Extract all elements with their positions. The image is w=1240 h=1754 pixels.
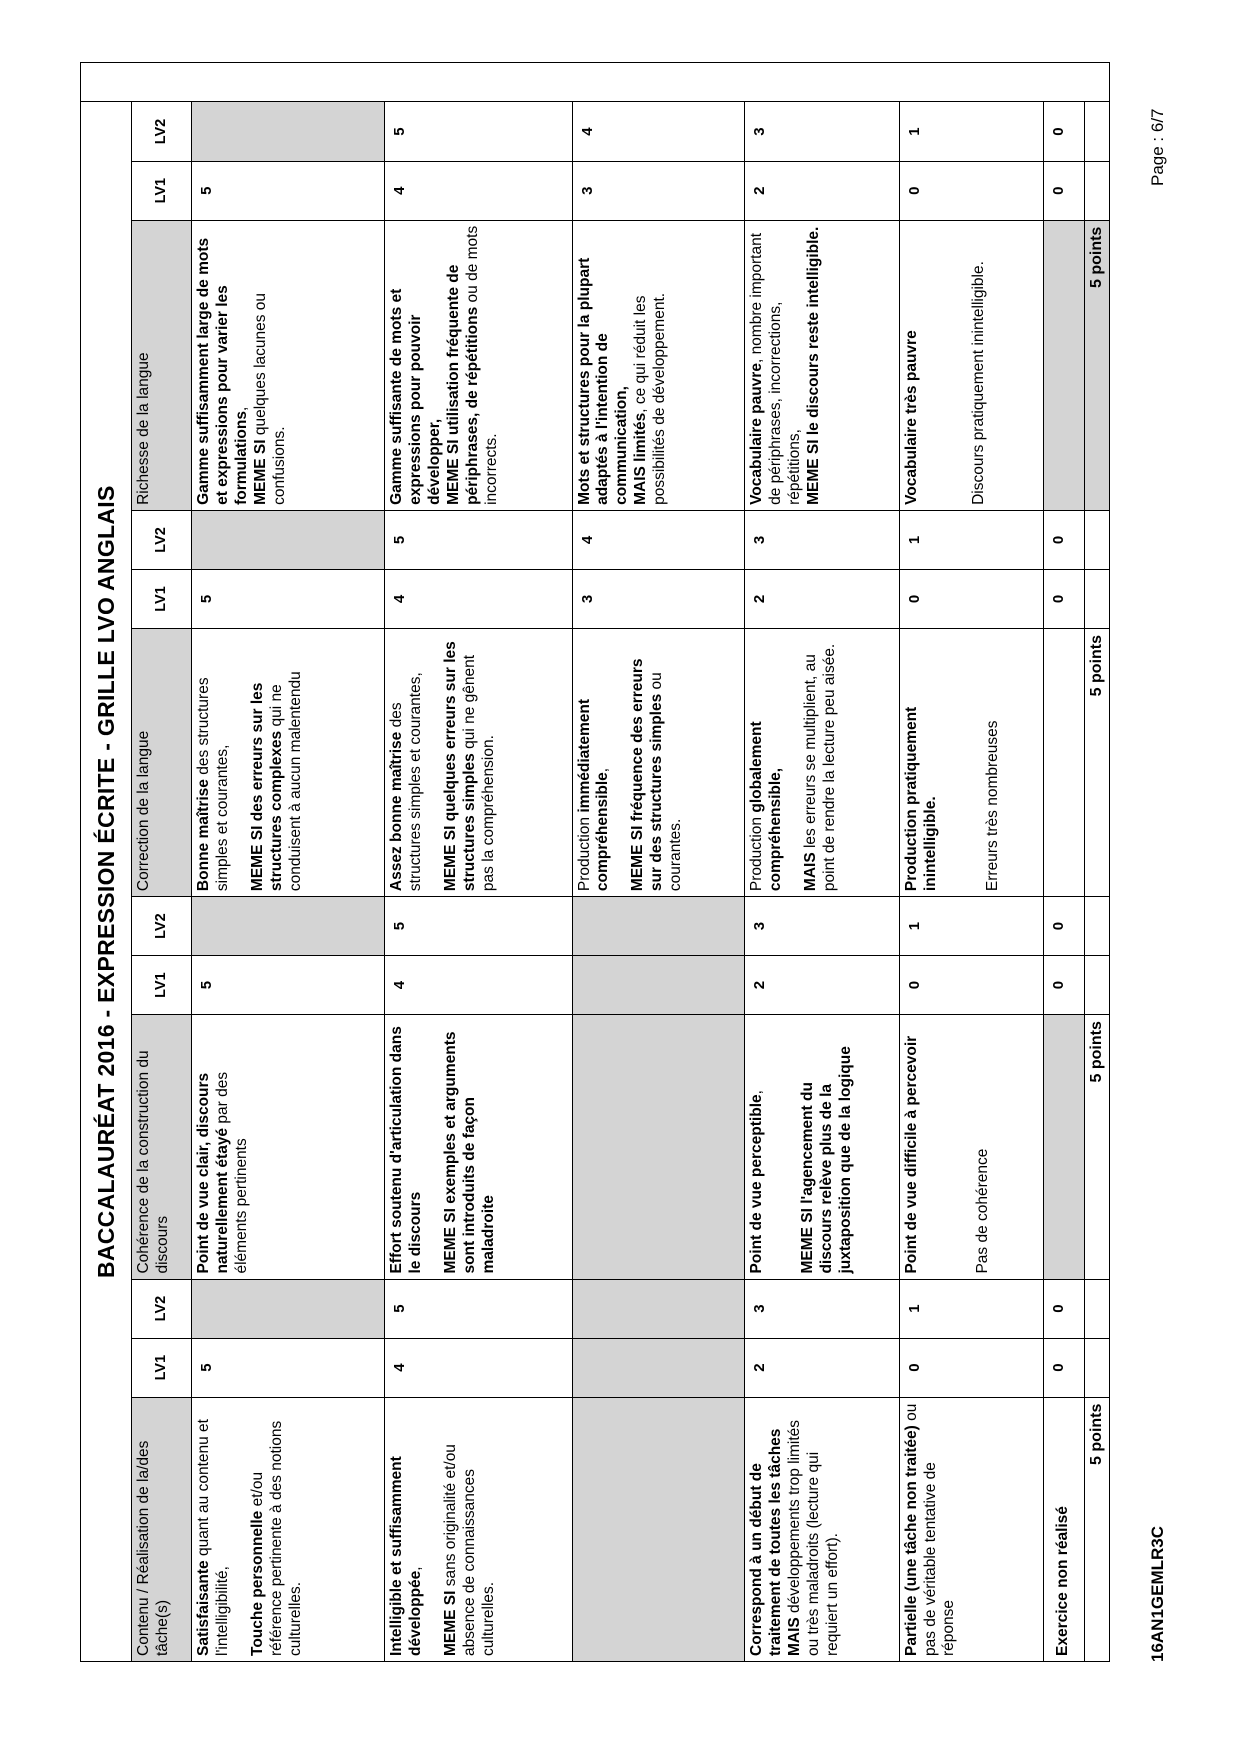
score-lv1: 4 xyxy=(385,161,572,220)
cell-correction: Production immédiatement compréhensible, MEME SI fréquence des erreurs sur des structures simples ou courantes. xyxy=(572,628,745,896)
points-correction: 5 points xyxy=(1084,628,1109,896)
score-lv2 xyxy=(192,897,385,956)
cell-contenu-empty xyxy=(572,1397,745,1661)
score-lv2: 4 xyxy=(572,102,745,161)
cell-contenu: Exercice non réalisé xyxy=(1043,1397,1084,1661)
score-lv2 xyxy=(192,1279,385,1338)
score-lv1: 3 xyxy=(572,569,745,628)
score-lv2: 0 xyxy=(1043,102,1084,161)
points-row xyxy=(1084,63,1109,1662)
cell-contenu: Correspond à un début de traitement de toutes les tâches MAIS développements trop limités ou très maladroits (lecture qui requiert un effort). xyxy=(745,1397,899,1661)
score-lv1: 5 xyxy=(192,1338,385,1397)
header-row xyxy=(132,63,192,1662)
cell-correction: Assez bonne maîtrise des structures simples et courantes, MEME SI quelques erreurs sur les structures simples qui ne gênent pas la compréhension. xyxy=(385,628,572,896)
header-lv2: LV2 xyxy=(132,1279,192,1338)
score-lv2: 4 xyxy=(572,510,745,569)
score-lv2: 5 xyxy=(385,1279,572,1338)
right-margin-cell xyxy=(81,63,1110,102)
points-coherence: 5 points xyxy=(1084,1015,1109,1279)
score-lv1: 5 xyxy=(192,569,385,628)
score-lv2-empty xyxy=(572,897,745,956)
cell-contenu: Intelligible et suffisamment développée, MEME SI sans originalité et/ou absence de connaissances culturelles. xyxy=(385,1397,572,1661)
header-lv1: LV1 xyxy=(132,956,192,1015)
header-lv2: LV2 xyxy=(132,897,192,956)
score-lv2: 0 xyxy=(1043,897,1084,956)
score-lv2: 1 xyxy=(899,510,1043,569)
cell-contenu: Satisfaisante quant au contenu et l'intelligibilité, Touche personnelle et/ou référence pertinente à des notions culturelles. xyxy=(192,1397,385,1661)
table-row xyxy=(1043,63,1084,1662)
score-lv2: 3 xyxy=(745,897,899,956)
score-lv2: 1 xyxy=(899,897,1043,956)
score-lv1: 3 xyxy=(572,161,745,220)
score-lv1: 0 xyxy=(899,956,1043,1015)
rotated-grading-sheet xyxy=(80,62,1110,1662)
cell-correction-empty xyxy=(1043,628,1084,896)
score-lv2: 0 xyxy=(1043,1279,1084,1338)
header-contenu: Contenu / Réalisation de la/des tâche(s) xyxy=(132,1397,192,1661)
score-lv2: 1 xyxy=(899,1279,1043,1338)
table-row xyxy=(192,63,385,1662)
cell-richesse: Vocabulaire pauvre, nombre important de périphrases, incorrections, répétitions, MEME SI le discours reste intelligible. xyxy=(745,220,899,510)
score-lv2 xyxy=(192,510,385,569)
points-spacer xyxy=(1084,510,1109,569)
table-row xyxy=(385,63,572,1662)
score-lv2: 1 xyxy=(899,102,1043,161)
cell-coherence: Point de vue perceptible, MEME SI l'agencement du discours relève plus de la juxtaposition que de la logique xyxy=(745,1015,899,1279)
cell-correction: Production pratiquement inintelligible. Erreurs très nombreuses xyxy=(899,628,1043,896)
score-lv1: 0 xyxy=(1043,956,1084,1015)
score-lv1: 0 xyxy=(1043,1338,1084,1397)
score-lv2: 5 xyxy=(385,102,572,161)
table-row xyxy=(572,63,745,1662)
score-lv2: 5 xyxy=(385,510,572,569)
cell-coherence: Point de vue clair, discours naturellement étayé par des éléments pertinents xyxy=(192,1015,385,1279)
score-lv2: 3 xyxy=(745,510,899,569)
grid-title: BACCALAURÉAT 2016 - EXPRESSION ÉCRITE - GRILLE LVO ANGLAIS xyxy=(81,102,132,1662)
score-lv1: 0 xyxy=(899,161,1043,220)
score-lv2-empty xyxy=(572,1279,745,1338)
score-lv1: 2 xyxy=(745,161,899,220)
score-lv1-empty xyxy=(572,956,745,1015)
score-lv1: 0 xyxy=(1043,161,1084,220)
cell-coherence: Point de vue difficile à percevoir Pas de cohérence xyxy=(899,1015,1043,1279)
header-lv1: LV1 xyxy=(132,569,192,628)
score-lv1: 5 xyxy=(192,161,385,220)
points-spacer xyxy=(1084,161,1109,220)
points-spacer xyxy=(1084,1338,1109,1397)
score-lv2: 0 xyxy=(1043,510,1084,569)
score-lv1-empty xyxy=(572,1338,745,1397)
points-contenu: 5 points xyxy=(1084,1397,1109,1661)
cell-coherence-empty xyxy=(572,1015,745,1279)
score-lv2: 5 xyxy=(385,897,572,956)
points-spacer xyxy=(1084,102,1109,161)
cell-coherence-empty xyxy=(1043,1015,1084,1279)
cell-correction: Production globalement compréhensible, MAIS les erreurs se multiplient, au point de rendre la lecture peu aisée. xyxy=(745,628,899,896)
header-lv1: LV1 xyxy=(132,1338,192,1397)
score-lv2: 3 xyxy=(745,102,899,161)
header-correction: Correction de la langue xyxy=(132,628,192,896)
points-spacer xyxy=(1084,956,1109,1015)
header-richesse: Richesse de la langue xyxy=(132,220,192,510)
score-lv1: 2 xyxy=(745,569,899,628)
cell-coherence: Effort soutenu d'articulation dans le discours MEME SI exemples et arguments sont introduits de façon maladroite xyxy=(385,1015,572,1279)
cell-contenu: Partielle (une tâche non traitée) ou pas de véritable tentative de réponse xyxy=(899,1397,1043,1661)
header-coherence: Cohérence de la construction du discours xyxy=(132,1015,192,1279)
header-lv1: LV1 xyxy=(132,161,192,220)
cell-richesse: Gamme suffisante de mots et expressions pour pouvoir développer, MEME SI utilisation fréquente de périphrases, de répétitions ou de mots incorrects. xyxy=(385,220,572,510)
score-lv1: 5 xyxy=(192,956,385,1015)
score-lv1: 2 xyxy=(745,956,899,1015)
score-lv1: 0 xyxy=(899,569,1043,628)
points-spacer xyxy=(1084,1279,1109,1338)
header-lv2: LV2 xyxy=(132,102,192,161)
grading-grid xyxy=(80,62,1110,1662)
page-number: Page : 6/7 xyxy=(1148,108,1167,186)
table-row xyxy=(899,63,1043,1662)
score-lv2: 3 xyxy=(745,1279,899,1338)
score-lv1: 4 xyxy=(385,569,572,628)
score-lv1: 2 xyxy=(745,1338,899,1397)
cell-richesse: Vocabulaire très pauvre Discours pratiquement inintelligible. xyxy=(899,220,1043,510)
points-richesse: 5 points xyxy=(1084,220,1109,510)
score-lv1: 4 xyxy=(385,956,572,1015)
score-lv1: 4 xyxy=(385,1338,572,1397)
document-code: 16AN1GEMLR3C xyxy=(1148,1525,1167,1662)
score-lv2 xyxy=(192,102,385,161)
points-spacer xyxy=(1084,569,1109,628)
points-spacer xyxy=(1084,897,1109,956)
score-lv1: 0 xyxy=(899,1338,1043,1397)
cell-correction: Bonne maîtrise des structures simples et courantes, MEME SI des erreurs sur les structures complexes qui ne conduisent à aucun malentendu xyxy=(192,628,385,896)
cell-richesse: Gamme suffisamment large de mots et expressions pour varier les formulations, MEME SI quelques lacunes ou confusions. xyxy=(192,220,385,510)
cell-richesse-empty xyxy=(1043,220,1084,510)
cell-richesse: Mots et structures pour la plupart adaptés à l'intention de communication, MAIS limités, ce qui réduit les possibilités de développement. xyxy=(572,220,745,510)
header-lv2: LV2 xyxy=(132,510,192,569)
table-row xyxy=(745,63,899,1662)
score-lv1: 0 xyxy=(1043,569,1084,628)
